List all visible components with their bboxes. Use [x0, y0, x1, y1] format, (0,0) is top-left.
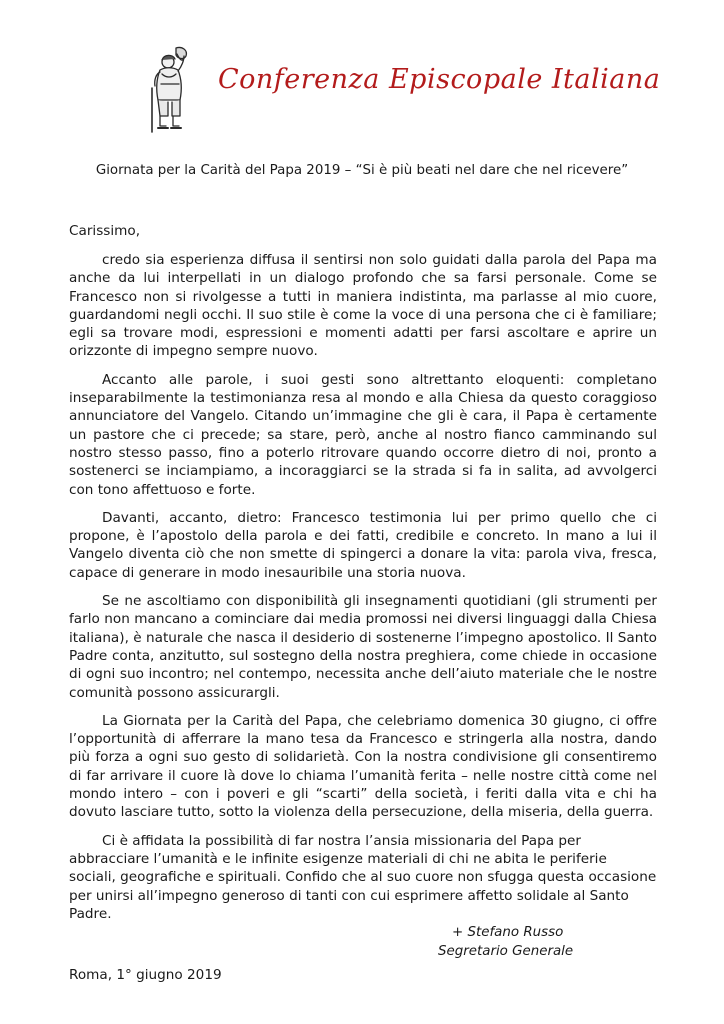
body-paragraph: Se ne ascoltiamo con disponibilità gli insegnamenti quotidiani (gli strumenti per farlo non mancano a cominciare dai media promossi nei diversi linguaggi dalla Chiesa italiana), è naturale che nasca il desiderio di sostenerne l’impegno apostolico. Il Santo Padre conta, anzitutto, sul sostegno della nostra preghiera, come chiede in occasione di ogni suo incontro; nel contempo, necessita anche dell’aiuto materiale che le nostre comunità possono assicurargli. [69, 593, 657, 701]
body-paragraph: credo sia esperienza diffusa il sentirsi non solo guidati dalla parola del Papa ma anche da lui interpellati in un dialogo profondo che sa farsi personale. Come se Francesco non si rivolgesse a tutti in maniera indistinta, ma parlasse al mio cuore, guardandomi negli occhi. Il suo stile è come la voce di una persona che ci è familiare; egli sa trovare modi, espressioni e momenti adatti per farsi ascoltare e aprire un orizzonte di impegno sempre nuovo. [69, 252, 657, 360]
salutation: Carissimo, [69, 223, 141, 239]
signatory-role: Segretario Generale [438, 944, 574, 959]
signature-block [438, 923, 573, 961]
document-title: Giornata per la Carità del Papa 2019 – “Si è più beati nel dare che nel ricevere” [95, 163, 629, 178]
organization-name: Conferenza Episcopale Italiana [218, 64, 661, 95]
letter-body [69, 251, 657, 933]
body-paragraph: Davanti, accanto, dietro: Francesco testimonia lui per primo quello che ci propone, è l’apostolo della parola e dei fatti, credibile e concreto. In mano a lui il Vangelo diventa ciò che non smette di spingerci a donare la vita: parola viva, fresca, capace di generare in modo inesauribile una storia nuova. [69, 509, 657, 581]
place-date: Roma, 1° giugno 2019 [69, 967, 222, 983]
body-paragraph: La Giornata per la Carità del Papa, che celebriamo domenica 30 giugno, ci offre l’opportunità di afferrare la mano tesa da Francesco e stringerla alla nostra, dando più forza a ogni suo gesto di solidarietà. Con la nostra condivisione gli consentiremo di far arrivare il cuore là dove lo chiama l’umanità ferita – nelle nostre città come nel mondo intero – con i poveri e gli “scarti” della società, i feriti dalla vita e chi ha dovuto lasciare tutto, sotto la violenza della persecuzione, della miseria, della guerra. [69, 712, 657, 821]
pastor-figure-icon [146, 44, 194, 134]
body-paragraph: Ci è affidata la possibilità di far nostra l’ansia missionaria del Papa per abbracciare l’umanità e le infinite esigenze materiali di chi ne abita le periferie sociali, geografiche e spirituali. Confido che al suo cuore non sfugga questa occasione per unirsi all’impegno generoso di tanti con cui esprimere affetto solidale al Santo Padre. [69, 832, 657, 922]
body-paragraph: Accanto alle parole, i suoi gesti sono altrettanto eloquenti: completano inseparabilmente la testimonianza resa al mondo e alla Chiesa da questo coraggioso annunciatore del Vangelo. Citando un’immagine che gli è cara, il Papa è certamente un pastore che ci precede; sa stare, però, anche al nostro fianco camminando sul nostro stesso passo, fino a poterlo ritrovare quando occorre dietro di noi, pronto a sostenerci se inciampiamo, a incoraggiarci se la strada si fa in salita, ad avvolgerci con tono affettuoso e forte. [69, 371, 657, 498]
signatory-name: + Stefano Russo [452, 925, 564, 940]
